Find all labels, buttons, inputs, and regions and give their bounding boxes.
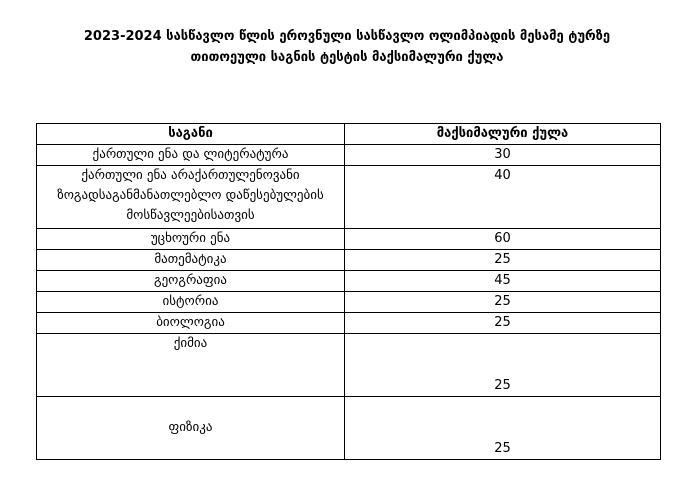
score-cell: 25 [345,397,661,460]
subject-cell: ფიზიკა [37,397,345,460]
table-row [37,250,661,271]
score-cell: 45 [345,271,661,292]
table-row [37,145,661,166]
subject-cell: მათემატიკა [37,250,345,271]
subject-cell: ქართული ენა არაქართულენოვანი ზოგადსაგანმანათლებლო დაწესებულების მოსწავლეებისათვის [37,166,345,229]
score-cell: 25 [345,250,661,271]
table-row [37,334,661,397]
table-row [37,271,661,292]
score-cell: 25 [345,334,661,397]
score-cell: 25 [345,292,661,313]
table-row [37,229,661,250]
score-cell: 25 [345,313,661,334]
subject-cell: ბიოლოგია [37,313,345,334]
max-score-table [36,123,661,460]
table-row [37,313,661,334]
table-row [37,292,661,313]
document-title-line-2: თითოეული საგნის ტესტის მაქსიმალური ქულა [190,50,504,65]
subject-cell: ქართული ენა და ლიტერატურა [37,145,345,166]
score-cell: 60 [345,229,661,250]
document-title-line-1: 2023-2024 სასწავლო წლის ეროვნული სასწავლო ოლიმპიადის მესამე ტურზე [83,29,611,44]
table-row [37,166,661,229]
table-header-row [37,124,661,145]
subject-cell: ისტორია [37,292,345,313]
header-max-score: მაქსიმალური ქულა [345,124,661,145]
score-cell: 40 [345,166,661,229]
subject-cell: გეოგრაფია [37,271,345,292]
subject-cell: უცხოური ენა [37,229,345,250]
score-cell: 30 [345,145,661,166]
header-subject: საგანი [37,124,345,145]
subject-cell: ქიმია [37,334,345,397]
table-row [37,397,661,460]
